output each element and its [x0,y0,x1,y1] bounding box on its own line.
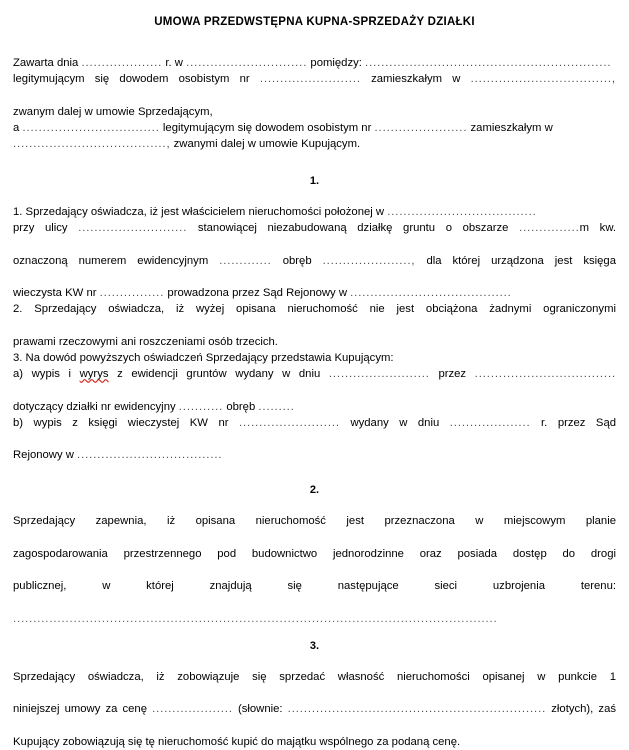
fill-dots: ......................................, [13,138,171,151]
spacer [13,188,616,204]
fill-dots: ........................................ [350,287,512,300]
fill-dots: .................... [152,703,233,716]
section-3-line-1: Sprzedający oświadcza, iż zobowiązuje się sprzedać własność nieruchomości opisanej w punkcie 1 [13,670,616,683]
section-1-item-3b-line-1 [13,415,616,447]
section-3-line-2 [13,701,616,733]
fill-dots: ................................... [474,368,617,381]
fill-dots: ......................, [322,254,416,267]
sub-a-pre: a) wypis i [13,368,72,381]
preamble-line4-text-c: zamieszkałym w [470,121,553,134]
fill-dots: ................................................................ [287,703,547,716]
sub-b-line2-a: Rejonowy w [13,449,74,462]
fill-dots: .................................. [22,121,160,134]
fill-rule-full-width: ........................................................................................................................ [13,612,498,625]
section-3-line-3: Kupujący zobowiązują się tę nieruchomość kupić do majątku wspólnego za podaną cenę. [13,735,461,748]
spacer [13,627,616,639]
fill-dots: ............................................................. [365,57,612,69]
section-2-body [13,513,616,626]
sub-a-mid: przez [438,368,467,381]
section-1-item-3a-line-2 [13,399,616,415]
section-1-item-1-line-3 [13,253,616,285]
item1-frag-f: obręb [282,254,312,267]
sub-a-line2-a: dotyczący działki nr ewidencyjny [13,400,176,413]
section-number-3: 3. [309,639,320,652]
spellcheck-error-word: wyrys [79,368,109,381]
fill-dots: .................... [81,57,163,69]
fill-dots: ............. [219,254,272,267]
section-1-body [13,204,616,463]
fill-dots: .................................... [77,449,223,462]
preamble-line1-text-a: Zawarta dnia [13,57,79,69]
item1-lead: 1. Sprzedający oświadcza, iż jest właścicielem nieruchomości położonej w [13,206,385,219]
section-1-item-2-line-2: prawami rzeczowymi ani roszczeniami osób trzecich. [13,335,278,348]
preamble-line-1 [13,55,616,71]
spacer [13,653,616,669]
preamble-line-3: zwanym dalej w umowie Sprzedającym, [13,105,213,118]
section3-line2-b: (słownie: [237,703,283,716]
fill-dots: ............... [519,222,580,235]
preamble-line-4 [13,120,616,136]
fill-dots: ......................... [238,416,340,429]
spacer [13,152,616,174]
section-3-body [13,669,616,750]
section-1-item-3-line-1: 3. Na dowód powyższych oświadczeń Sprzedający przedstawia Kupującym: [13,352,394,365]
preamble-line-5 [13,136,616,152]
item1-frag-g: dla której urządzona jest księga [426,254,616,267]
fill-dots: .................... [449,416,531,429]
preamble-line2-text-b: zamieszkałym w [371,73,461,86]
section-2-line-3: publicznej, w której znajdują się następujące sieci uzbrojenia terenu: [13,580,616,593]
item1-frag-e: oznaczoną numerem ewidencyjnym [13,254,209,267]
fill-dots: ....................... [374,121,468,134]
section-1-item-3a-line-1 [13,366,616,398]
section-1-item-2-line-1: 2. Sprzedający oświadcza, iż wyżej opisana nieruchomość nie jest obciążona żadnymi ograniczonymi [13,303,616,316]
item1-frag-i: prowadzona przez Sąd Rejonowy w [167,287,347,300]
section-2-line-2: zagospodarowania przestrzennego pod budownictwo jednorodzinne oraz posiada dostęp do drogi [13,547,616,560]
item1-frag-b: przy ulicy [13,222,68,235]
sub-b-a: b) wypis z księgi wieczystej KW nr [13,416,229,429]
preamble-line1-text-b: r. w [165,57,183,69]
section-1-item-1-line-2 [13,220,616,252]
sub-b-b: wydany w dniu [350,416,440,429]
section-1-item-1-line-4 [13,285,616,301]
preamble-line5-text: zwanymi dalej w umowie Kupującym. [173,138,361,151]
sub-a-post: z ewidencji gruntów wydany w dniu [117,368,321,381]
section-1-item-3b-line-2 [13,447,616,463]
section-number-1: 1. [309,175,320,188]
page-title: UMOWA PRZEDWSTĘPNA KUPNA-SPRZEDAŻY DZIAŁKI [154,16,475,28]
preamble-block [13,55,616,152]
section3-line2-a: niniejszej umowy za cenę [13,703,147,716]
fill-dots: ..................................., [470,73,616,86]
section-2-line-1: Sprzedający zapewnia, iż opisana nieruchomość jest przeznaczona w miejscowym planie [13,515,616,528]
spacer [13,463,616,483]
document-page [0,15,629,748]
section-1-item-1-line-1 [13,204,616,220]
fill-dots: ......... [258,400,295,413]
fill-dots: ........................... [78,222,188,235]
preamble-line1-text-c: pomiędzy: [310,57,362,69]
section3-line2-c: złotych), zaś [551,703,617,716]
spacer [13,29,616,55]
fill-dots: ......................... [259,73,361,86]
item1-frag-d: m kw. [579,222,617,235]
fill-dots: ................ [99,287,165,300]
sub-a-line2-b: obręb [226,400,256,413]
item1-frag-h: wieczysta KW nr [13,287,97,300]
section-number-2: 2. [309,484,320,497]
preamble-line-2 [13,71,616,103]
preamble-line2-text-a: legitymującym się dowodem osobistym nr [13,73,250,86]
preamble-line4-text-a: a [13,121,20,134]
preamble-line4-text-b: legitymującym się dowodem osobistym nr [162,121,372,134]
fill-dots: ..................................... [387,206,537,219]
sub-b-c: r. przez Sąd [541,416,617,429]
fill-dots: .............................. [186,57,308,69]
spacer [13,497,616,513]
item1-frag-c: stanowiącej niezabudowaną działkę gruntu o obszarze [197,222,509,235]
fill-dots: ......................... [328,368,430,381]
fill-dots: ........... [178,400,224,413]
